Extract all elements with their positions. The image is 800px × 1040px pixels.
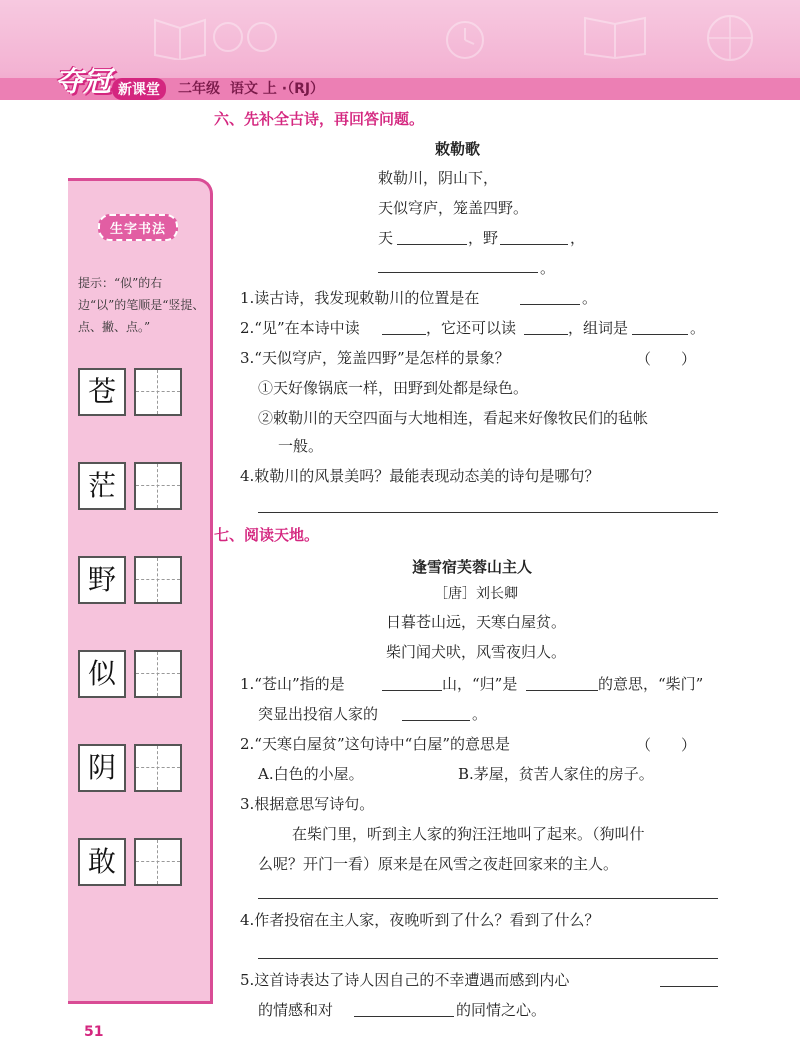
- answer-line[interactable]: [258, 898, 718, 899]
- blank-line[interactable]: [354, 1016, 454, 1017]
- blank-line[interactable]: [500, 244, 568, 245]
- poem-fill-comma: ，: [570, 229, 586, 247]
- question-5: 5.这首诗表达了诗人因自己的不幸遭遇而感到内心: [240, 971, 570, 989]
- section-heading: 六、先补全古诗，再回答问题。: [214, 110, 425, 128]
- poem-line: 日暮苍山远，天寒白屋贫。: [386, 613, 567, 631]
- poem-title: 逢雪宿芙蓉山主人: [412, 558, 533, 576]
- blank-line[interactable]: [524, 334, 568, 335]
- page-number: 51: [84, 1024, 104, 1040]
- poem-title: 敕勒歌: [435, 140, 481, 158]
- subject-label: 语文 上 ·（RJ）: [230, 81, 325, 97]
- blank-line[interactable]: [382, 690, 442, 691]
- practice-box[interactable]: [134, 838, 182, 886]
- question-1: 1.读古诗，我发现敕勒川的位置是在: [240, 289, 480, 307]
- practice-char: 似: [78, 650, 126, 698]
- practice-box[interactable]: [134, 650, 182, 698]
- practice-box[interactable]: [134, 368, 182, 416]
- question-text: ，它还可以读: [426, 319, 517, 337]
- poem-line: 柴门闻犬吠，风雪夜归人。: [386, 643, 567, 661]
- section-heading: 七、阅读天地。: [214, 526, 320, 544]
- question-text: 的意思，“柴门”: [598, 675, 704, 693]
- blank-line[interactable]: [402, 720, 470, 721]
- blank-line[interactable]: [382, 334, 426, 335]
- practice-char: 苍: [78, 368, 126, 416]
- question-text: 突显出投宿人家的: [258, 705, 379, 723]
- globe-icon: [700, 8, 760, 68]
- poem-line: 敕勒川，阴山下，: [378, 169, 499, 187]
- question-4: 4.敕勒川的风景美吗？最能表现动态美的诗句是哪句？: [240, 467, 600, 485]
- question-2: 2.“天寒白屋贫”这句诗中“白屋”的意思是: [240, 735, 510, 753]
- practice-box[interactable]: [134, 462, 182, 510]
- option[interactable]: ②敕勒川的天空四面与大地相连，看起来好像牧民们的毡帐: [258, 409, 649, 427]
- blank-line[interactable]: [632, 334, 688, 335]
- poem-author: ［唐］刘长卿: [434, 586, 518, 602]
- question-text: 。: [690, 319, 706, 337]
- question-3: 3.根据意思写诗句。: [240, 795, 375, 813]
- poem-fill-period: 。: [540, 259, 556, 277]
- option-cont: 一般。: [278, 437, 324, 455]
- answer-paren[interactable]: （ ）: [636, 350, 697, 368]
- prompt-text: 在柴门里，听到主人家的狗汪汪地叫了起来。（狗叫什: [292, 825, 645, 843]
- blank-line[interactable]: [378, 272, 538, 273]
- question-text: 的同情之心。: [456, 1001, 547, 1019]
- question-4: 4.作者投宿在主人家，夜晚听到了什么？看到了什么？: [240, 911, 600, 929]
- question-text: ，组词是: [568, 319, 629, 337]
- poem-line: 天似穹庐，笼盖四野。: [378, 199, 529, 217]
- option-b[interactable]: B.茅屋，贫苦人家住的房子。: [458, 765, 654, 783]
- grade-label: 二年级: [178, 81, 220, 97]
- practice-char: 野: [78, 556, 126, 604]
- practice-box[interactable]: [134, 556, 182, 604]
- clock-icon: [440, 10, 490, 65]
- sidebar-title: 生字书法: [98, 214, 178, 241]
- practice-box[interactable]: [134, 744, 182, 792]
- question-2: 2.“见”在本诗中读: [240, 319, 360, 337]
- practice-char: 茫: [78, 462, 126, 510]
- poem-fill-a: 天: [378, 229, 394, 247]
- blank-line[interactable]: [660, 986, 718, 987]
- series-badge: 新课堂: [112, 78, 166, 100]
- blank-line[interactable]: [526, 690, 598, 691]
- practice-char: 敢: [78, 838, 126, 886]
- book-icon: [150, 10, 210, 60]
- question-text: 。: [582, 289, 598, 307]
- brand-logo: 夺冠: [55, 65, 112, 98]
- question-text: 的情感和对: [258, 1001, 334, 1019]
- answer-paren[interactable]: （ ）: [636, 736, 697, 754]
- answer-line[interactable]: [258, 512, 718, 513]
- answer-line[interactable]: [258, 958, 718, 959]
- glasses-icon: [210, 15, 280, 55]
- book-icon: [580, 10, 650, 60]
- option[interactable]: ①天好像锅底一样，田野到处都是绿色。: [258, 379, 529, 397]
- poem-fill-b: ，野: [468, 229, 499, 247]
- blank-line[interactable]: [397, 244, 467, 245]
- blank-line[interactable]: [520, 304, 580, 305]
- option-a[interactable]: A.白色的小屋。: [258, 765, 364, 783]
- practice-char: 阴: [78, 744, 126, 792]
- prompt-text: 么呢？开门一看）原来是在风雪之夜赶回家来的主人。: [258, 855, 619, 873]
- question-3: 3.“天似穹庐，笼盖四野”是怎样的景象？: [240, 349, 510, 367]
- question-text: 山，“归”是: [442, 675, 518, 693]
- question-1: 1.“苍山”指的是: [240, 675, 345, 693]
- question-text: 。: [472, 705, 488, 723]
- sidebar-tip: 提示：“似”的右边“以”的笔顺是“竖提、点、撇、点。”: [78, 276, 205, 334]
